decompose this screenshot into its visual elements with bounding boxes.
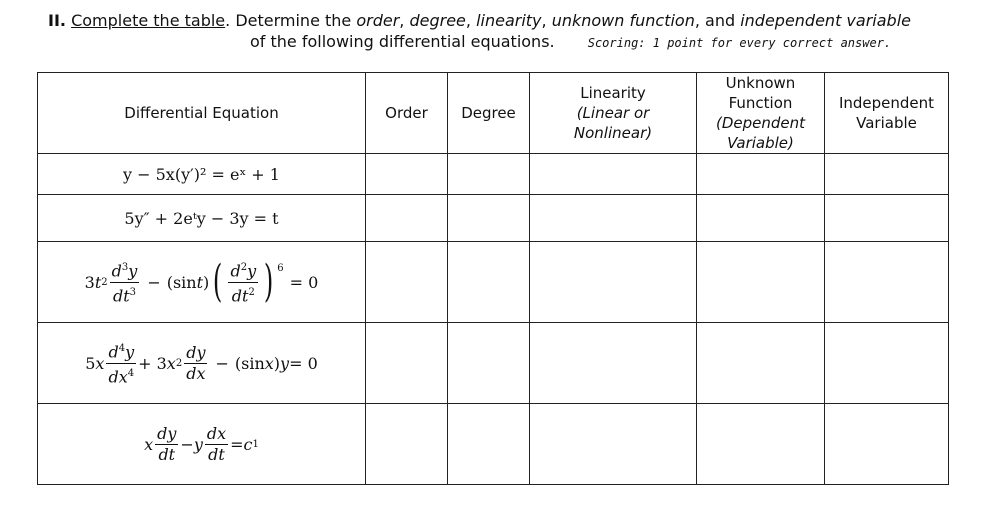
term-independent-variable: independent variable <box>740 11 911 30</box>
header-differential-equation: Differential Equation <box>38 73 366 154</box>
comma: , <box>399 11 410 30</box>
answer-cell-order-5[interactable] <box>366 404 448 485</box>
equation-5-formula: x $\frac{dy}{dt}$ − y $\frac{dx}{dt}$ = c 1 <box>144 423 259 464</box>
equation-4-formula: 5 x $\frac{d^4y}{dx^4}$ + 3 x 2 $\frac{dy}{dx}$ − (sin x ) y = 0 <box>85 340 318 386</box>
instructions-header <box>48 10 978 54</box>
answer-cell-unknown-3[interactable] <box>697 242 825 323</box>
answer-table <box>37 72 949 485</box>
answer-cell-independent-2[interactable] <box>825 195 949 242</box>
equation-2 <box>38 195 366 242</box>
answer-cell-unknown-5[interactable] <box>697 404 825 485</box>
answer-cell-independent-4[interactable] <box>825 323 949 404</box>
answer-cell-independent-1[interactable] <box>825 154 949 195</box>
header-order: Order <box>366 73 448 154</box>
equation-5 <box>38 404 366 485</box>
header-linearity: Linearity (Linear or Nonlinear) <box>530 73 697 154</box>
answer-cell-independent-3[interactable] <box>825 242 949 323</box>
answer-cell-degree-1[interactable] <box>448 154 530 195</box>
answer-cell-order-2[interactable] <box>366 195 448 242</box>
instruction-text: . Determine the <box>225 11 357 30</box>
equation-3-formula: 3 t 2 $\frac{d^3y}{dt^3}$ − (sin t ) ( $\frac{d^2y}{dt^2}$ ) $^6$ = 0 <box>84 256 319 307</box>
answer-cell-linearity-1[interactable] <box>530 154 697 195</box>
answer-cell-order-4[interactable] <box>366 323 448 404</box>
answer-cell-order-1[interactable] <box>366 154 448 195</box>
equation-1 <box>38 154 366 195</box>
equation-1-text: y − 5x(y′)² = eˣ + 1 <box>123 164 280 184</box>
complete-table-link[interactable]: Complete the table <box>71 11 226 30</box>
equation-4 <box>38 323 366 404</box>
answer-cell-degree-2[interactable] <box>448 195 530 242</box>
answer-cell-order-3[interactable] <box>366 242 448 323</box>
equation-3 <box>38 242 366 323</box>
comma: , <box>541 11 552 30</box>
and-text: , and <box>694 11 741 30</box>
answer-cell-degree-5[interactable] <box>448 404 530 485</box>
term-unknown-function: unknown function <box>551 11 695 30</box>
answer-cell-linearity-5[interactable] <box>530 404 697 485</box>
equation-2-text: 5y″ + 2eᵗy − 3y = t <box>124 208 279 228</box>
answer-cell-degree-4[interactable] <box>448 323 530 404</box>
answer-cell-unknown-2[interactable] <box>697 195 825 242</box>
answer-cell-linearity-3[interactable] <box>530 242 697 323</box>
comma: , <box>465 11 477 30</box>
answer-cell-independent-5[interactable] <box>825 404 949 485</box>
scoring-note: Scoring: 1 point for every correct answer. <box>587 36 892 50</box>
instruction-line-2: of the following differential equations. <box>250 32 555 51</box>
answer-cell-unknown-1[interactable] <box>697 154 825 195</box>
section-number: II. <box>48 11 66 30</box>
answer-cell-linearity-2[interactable] <box>530 195 697 242</box>
term-degree: degree <box>409 11 466 30</box>
answer-cell-unknown-4[interactable] <box>697 323 825 404</box>
term-linearity: linearity <box>476 11 542 30</box>
term-order: order <box>356 11 400 30</box>
answer-cell-linearity-4[interactable] <box>530 323 697 404</box>
header-independent-variable: Independent Variable <box>825 73 949 154</box>
answer-cell-degree-3[interactable] <box>448 242 530 323</box>
header-degree: Degree <box>448 73 530 154</box>
header-unknown-function: Unknown Function (Dependent Variable) <box>697 73 825 154</box>
